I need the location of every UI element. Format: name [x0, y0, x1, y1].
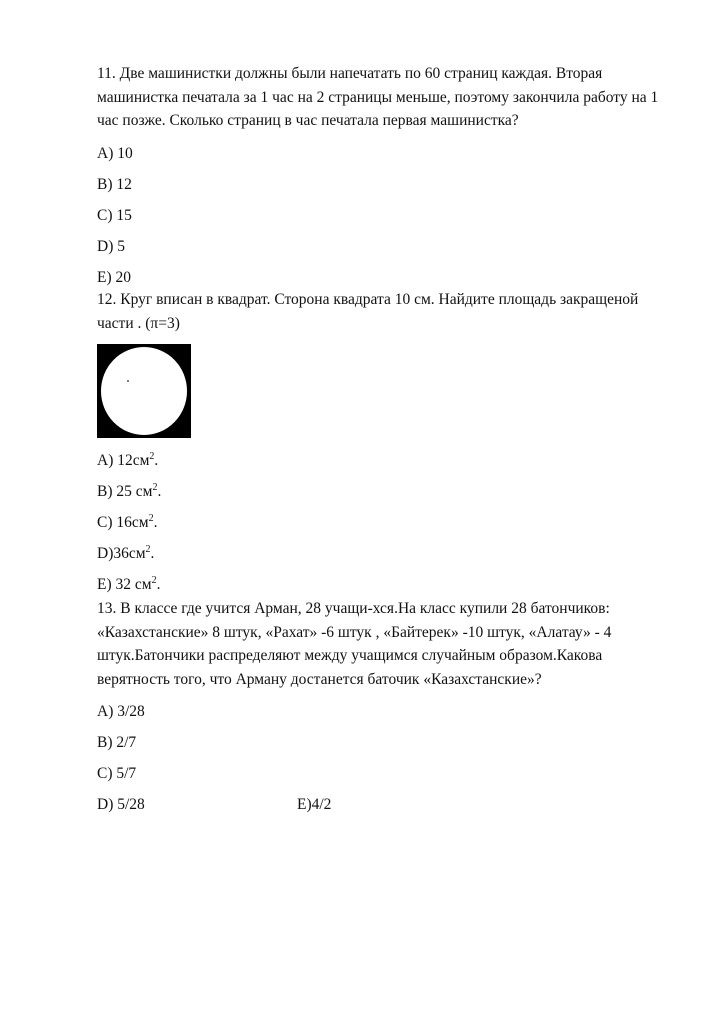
- question-11-options: [97, 138, 677, 293]
- option-12-d: [97, 538, 677, 569]
- option-11-d: D) 5: [97, 237, 125, 255]
- question-13-options: [97, 696, 677, 820]
- question-11-text: 11. Две машинистки должны были напечатать по 60 страниц каждая. Вторая машинистка печатала за 1 час на 2 страницы меньше, поэтому закончила работу на 1 час позже. Сколько страниц в час печатала первая машинистка?: [97, 65, 659, 129]
- option-12-e-text: E) 32 см: [97, 576, 152, 593]
- inscribed-circle: [101, 347, 187, 435]
- option-11-a: A) 10: [97, 144, 133, 162]
- option-12-e-end: .: [156, 576, 161, 593]
- option-11-b: B) 12: [97, 175, 132, 193]
- option-12-c-sup: 2: [148, 513, 154, 524]
- question-12: [97, 288, 677, 600]
- question-11: [97, 62, 677, 293]
- option-11-e: E) 20: [97, 268, 132, 286]
- option-12-a-end: .: [154, 452, 159, 469]
- option-12-b-sup: 2: [152, 482, 158, 493]
- circle-center-dot: [127, 380, 129, 382]
- question-13: [97, 597, 677, 820]
- option-13-b: B) 2/7: [97, 734, 137, 751]
- option-13-c: C) 5/7: [97, 765, 137, 782]
- option-13-a: A) 3/28: [97, 703, 145, 720]
- option-12-e: [97, 569, 677, 600]
- option-12-b-end: .: [157, 483, 162, 500]
- option-11-c: C) 15: [97, 206, 132, 224]
- option-12-d-sup: 2: [145, 544, 151, 555]
- question-12-text: 12. Круг вписан в квадрат. Сторона квадрата 10 см. Найдите площадь закращеной части . (π=3): [97, 291, 639, 332]
- option-12-e-sup: 2: [151, 575, 157, 586]
- option-12-b-text: B) 25 см: [97, 483, 153, 500]
- option-12-d-end: .: [150, 545, 155, 562]
- option-12-a: [97, 445, 677, 476]
- option-13-de-row: [97, 789, 677, 820]
- option-13-e: E)4/2: [297, 796, 332, 813]
- option-12-b: [97, 476, 677, 507]
- circle-in-square-figure: [97, 344, 191, 438]
- option-12-a-sup: 2: [149, 451, 155, 462]
- option-12-c-text: C) 16см: [97, 514, 149, 531]
- option-12-a-text: A) 12см: [97, 452, 150, 469]
- option-12-d-text: D)36см: [97, 545, 146, 562]
- question-13-text: 13. В классе где учится Арман, 28 учащи-хся.На класс купили 28 батончиков: «Казахстанские» 8 штук, «Рахат» -6 штук , «Байтерек» -10 штук, «Алатау» - 4 штук.Батончики распределяют между учащимся случайным образом.Какова верятность того, что Арману достанется баточик «Казахстанские»?: [97, 600, 612, 688]
- option-12-c: [97, 507, 677, 538]
- option-13-d: D) 5/28: [97, 796, 145, 813]
- question-12-options: [97, 445, 677, 600]
- option-12-c-end: .: [153, 514, 158, 531]
